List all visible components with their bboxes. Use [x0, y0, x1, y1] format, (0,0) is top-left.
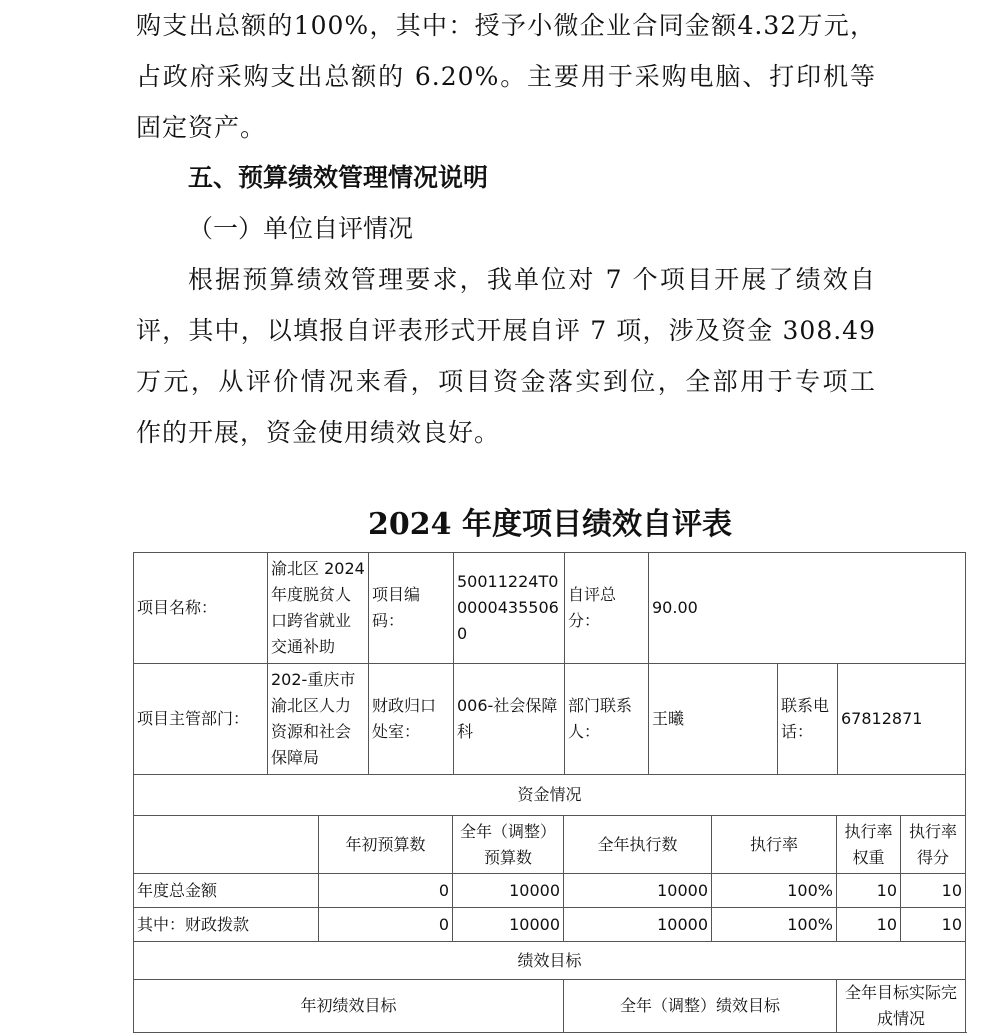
paragraph-line: 固定资产。: [136, 113, 267, 142]
header-rate-weight: 执行率权重: [837, 816, 901, 874]
contact-label: 部门联系人：: [565, 664, 649, 775]
paragraph-line: 评，其中，以填报自评表形式开展自评 7 项，涉及资金 308.49: [136, 316, 876, 345]
paragraph-line: 万元，从评价情况来看，项目资金落实到位，全部用于专项工: [136, 367, 876, 396]
finance-office-label: 财政归口处室：: [369, 664, 454, 775]
project-info-table: [133, 552, 966, 775]
cell-adjusted: 10000: [453, 908, 564, 942]
project-name-label: 项目名称：: [134, 553, 268, 664]
cell-score: 10: [901, 908, 966, 942]
dept-value: 202-重庆市渝北区人力资源和社会保障局: [268, 664, 369, 775]
cell-executed: 10000: [564, 908, 712, 942]
self-evaluation-paragraph: [136, 254, 876, 458]
header-executed: 全年执行数: [564, 816, 712, 874]
goal-header-actual: 全年目标实际完成情况: [837, 980, 966, 1033]
header-initial-budget: 年初预算数: [319, 816, 453, 874]
phone-label: 联系电话：: [778, 664, 838, 775]
cell-rate: 100%: [712, 874, 837, 908]
score-value: 90.00: [649, 553, 966, 664]
cell-adjusted: 10000: [453, 874, 564, 908]
paragraph-line: 占政府采购支出总额的 6.20%。主要用于采购电脑、打印机等: [136, 62, 876, 91]
goals-section-title: 绩效目标: [134, 942, 966, 980]
cell-weight: 10: [837, 908, 901, 942]
cell-executed: 10000: [564, 874, 712, 908]
paragraph-line: 购支出总额的100%，其中：授予小微企业合同金额4.32万元，: [136, 11, 876, 40]
section-heading: 五、预算绩效管理情况说明: [188, 163, 489, 192]
finance-office-value: 006-社会保障科: [454, 664, 565, 775]
goal-header-adjusted: 全年（调整）绩效目标: [564, 980, 837, 1033]
cell-initial: 0: [319, 908, 453, 942]
intro-paragraph: [136, 0, 876, 153]
subsection-heading: （一）单位自评情况: [188, 214, 414, 243]
header-adjusted-budget: 全年（调整）预算数: [453, 816, 564, 874]
table-row: [134, 908, 966, 942]
funds-table: [133, 774, 966, 1033]
table-title: 2024 年度项目绩效自评表: [368, 507, 732, 542]
row-label: 其中：财政拨款: [134, 908, 319, 942]
score-label: 自评总分：: [565, 553, 649, 664]
dept-label: 项目主管部门：: [134, 664, 268, 775]
project-name-value: 渝北区 2024 年度脱贫人口跨省就业交通补助: [268, 553, 369, 664]
funds-section-title: 资金情况: [134, 775, 966, 816]
paragraph-line: 根据预算绩效管理要求，我单位对 7 个项目开展了绩效自: [188, 265, 876, 294]
cell-score: 10: [901, 874, 966, 908]
goal-header-initial: 年初绩效目标: [134, 980, 564, 1033]
row-label: 年度总金额: [134, 874, 319, 908]
project-code-value: 50011224T000004355060: [454, 553, 565, 664]
cell-rate: 100%: [712, 908, 837, 942]
cell-initial: 0: [319, 874, 453, 908]
header-exec-rate: 执行率: [712, 816, 837, 874]
table-row: [134, 874, 966, 908]
phone-value: 67812871: [838, 664, 966, 775]
project-code-label: 项目编码：: [369, 553, 454, 664]
cell-weight: 10: [837, 874, 901, 908]
header-rate-score: 执行率得分: [901, 816, 966, 874]
paragraph-line: 作的开展，资金使用绩效良好。: [136, 418, 501, 447]
contact-value: 王曦: [649, 664, 778, 775]
funds-header-empty: [134, 816, 319, 874]
